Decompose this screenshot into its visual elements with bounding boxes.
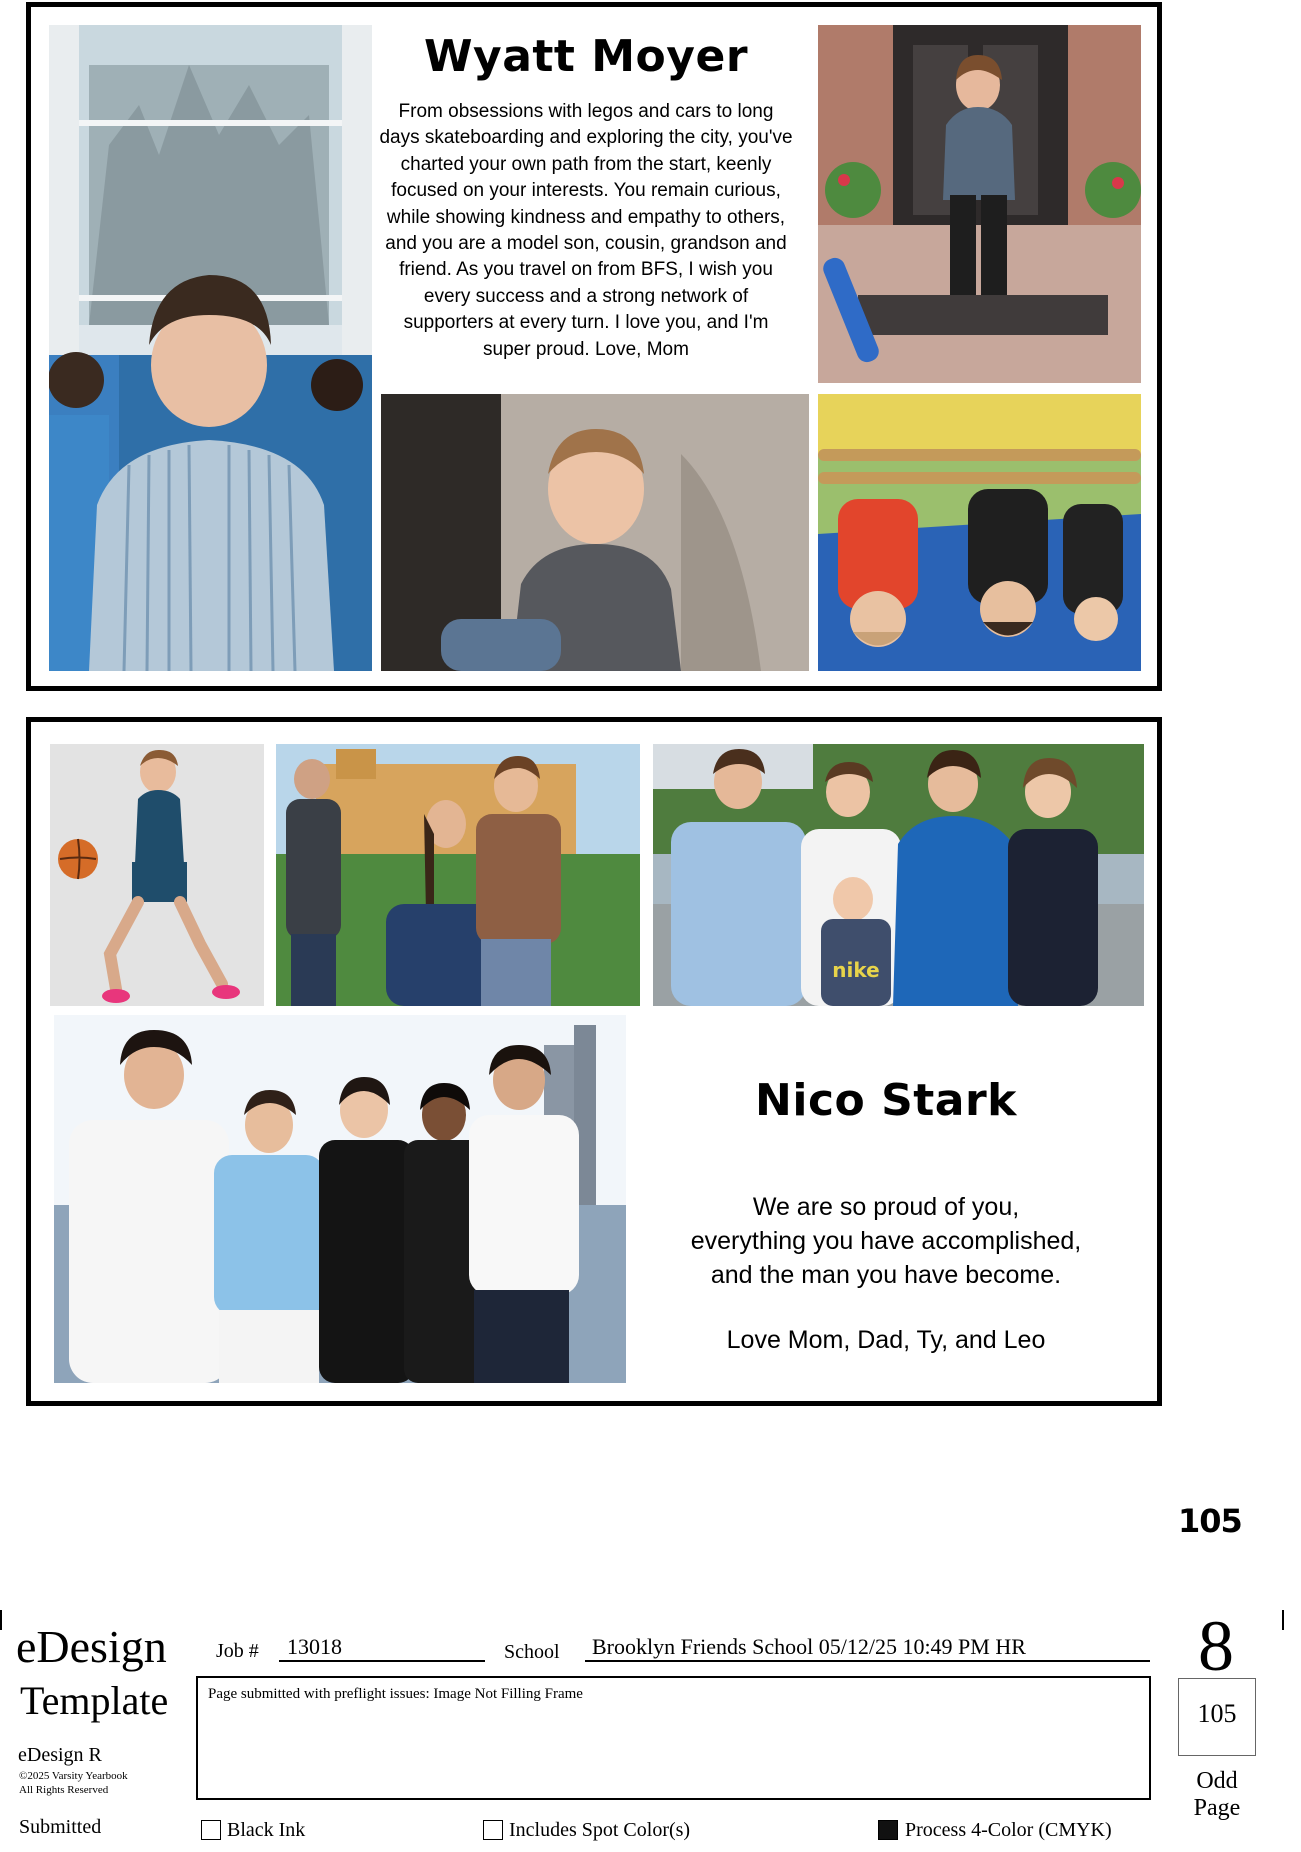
page-label: Page: [1193, 1795, 1241, 1821]
big-number: 8: [1198, 1606, 1234, 1686]
photo-toddler-wall: [381, 394, 809, 671]
job-label: Job #: [216, 1640, 259, 1662]
corner-tick-left: [0, 1610, 2, 1630]
photo-kids-monkey-bars: [818, 394, 1141, 671]
rights-reserved: All Rights Reserved: [19, 1784, 109, 1796]
photo-friends-group: [54, 1015, 626, 1383]
message-nico: [641, 1190, 1131, 1292]
message-wyatt: From obsessions with legos and cars to long days skateboarding and exploring the city, you've charted your own path from the start, keenly focused on your interests. You remain curious, while showing kindness and empathy to others, and you are a model son, cousin, grandson and friend. As you travel on from BFS, I wish you every success and a strong network of supporters at every turn. I love you, and I'm super proud. Love, Mom: [379, 101, 793, 360]
brand-edesign: eDesign: [16, 1621, 167, 1672]
photo-teen-cafe: [49, 25, 372, 671]
spot-color-checkbox[interactable]: [483, 1820, 503, 1840]
page-box-number: 105: [1197, 1699, 1237, 1728]
submitted-label: Submitted: [19, 1816, 102, 1838]
photo-stoop-skateboard: [818, 25, 1141, 383]
spot-color-label: Includes Spot Color(s): [509, 1819, 691, 1841]
school-underline: [585, 1660, 1150, 1662]
cmyk-label: Process 4-Color (CMYK): [905, 1819, 1112, 1841]
cmyk-checkbox[interactable]: [878, 1820, 898, 1840]
brand-template: Template: [20, 1678, 169, 1723]
odd-label: Odd: [1196, 1768, 1238, 1794]
message-nico-line-2: everything you have accomplished,: [690, 1227, 1082, 1255]
notes-box: [196, 1676, 1151, 1800]
message-nico-line-1: We are so proud of you,: [752, 1193, 1020, 1221]
message-nico-line-3: and the man you have become.: [710, 1261, 1062, 1289]
job-underline: [279, 1660, 485, 1662]
school-value: Brooklyn Friends School 05/12/25 10:49 PM HR: [592, 1634, 1026, 1659]
signature-nico: Love Mom, Dad, Ty, and Leo: [726, 1326, 1046, 1354]
top-profile-panel: [26, 2, 1162, 691]
job-number: 13018: [287, 1634, 342, 1659]
black-ink-checkbox[interactable]: [201, 1820, 221, 1840]
page-box: [1178, 1678, 1256, 1756]
photo-graduation-group: [653, 744, 1144, 1006]
copyright: ©2025 Varsity Yearbook: [19, 1770, 128, 1782]
page-number: 105: [1178, 1502, 1242, 1540]
corner-tick-right: [1282, 1610, 1284, 1630]
student-name-nico: Nico Stark: [755, 1075, 1017, 1126]
student-name-wyatt: Wyatt Moyer: [423, 31, 749, 82]
preflight-notes: Page submitted with preflight issues: Image Not Filling Frame: [208, 1686, 583, 1702]
black-ink-label: Black Ink: [227, 1819, 306, 1841]
photo-basketball: [50, 744, 264, 1006]
photo-teens-park: [276, 744, 640, 1006]
product-name: eDesign R: [18, 1744, 102, 1766]
school-label: School: [504, 1641, 560, 1663]
bottom-profile-panel: [26, 717, 1162, 1406]
svg-text:nike: nike: [832, 958, 880, 982]
